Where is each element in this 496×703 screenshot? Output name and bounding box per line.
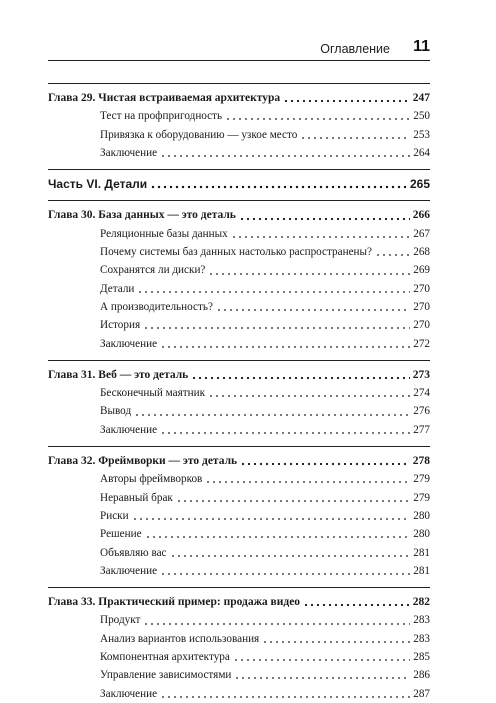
dot-leader [231, 235, 410, 239]
toc-entry-title: Объявляю вас [100, 546, 167, 559]
toc-entry-title: Заключение [100, 337, 158, 350]
toc-entry-sub [48, 225, 430, 243]
toc-entry-page: 285 [413, 651, 430, 664]
toc-entry-sub [48, 261, 430, 279]
toc-entry-sub [48, 402, 430, 420]
dot-leader [216, 308, 410, 312]
toc-entry-sub [48, 562, 430, 580]
toc-entry-page: 247 [412, 92, 430, 104]
dot-leader [143, 622, 410, 626]
dot-leader [143, 326, 410, 330]
toc-entry-sub [48, 384, 430, 402]
toc-entry-page: 283 [413, 614, 430, 627]
dot-leader [375, 253, 410, 257]
toc-entry-sub [48, 685, 430, 703]
dot-leader [208, 394, 410, 398]
toc-entry-page: 272 [413, 337, 430, 350]
toc-entry-page: 283 [413, 632, 430, 645]
toc-entry-title: Тест на профпригодность [100, 110, 223, 123]
toc-entry-sub [48, 126, 430, 144]
toc-entry-page: 253 [413, 128, 430, 141]
toc-entry-page: 250 [413, 110, 430, 123]
dot-leader [132, 517, 411, 521]
toc-entry-page: 268 [413, 246, 430, 259]
toc-entry-title: А производительность? [100, 300, 213, 313]
toc-entry-page: 266 [412, 209, 430, 222]
toc-entry-title: Почему системы баз данных настолько распространены? [100, 246, 373, 259]
toc-entry-title: Анализ вариантов использования [100, 632, 260, 645]
toc-entry-title: Заключение [100, 146, 158, 159]
dot-leader [145, 535, 411, 539]
page-number: 11 [413, 38, 430, 55]
dot-leader [191, 376, 409, 380]
toc-entry-title: Сохранятся ли диски? [100, 264, 206, 277]
toc-entry-page: 265 [409, 177, 430, 192]
section-divider [48, 200, 430, 201]
toc-entry-sub [48, 298, 430, 316]
toc-entry-page: 273 [412, 368, 430, 381]
toc-entry-page: 274 [413, 387, 430, 400]
toc-entry-page: 282 [412, 596, 430, 609]
toc-entry-sub [48, 666, 430, 684]
toc-entry-title: Глава 33. Практический пример: продажа видео [48, 596, 301, 609]
dot-leader [150, 185, 407, 189]
toc-entry-sub [48, 630, 430, 648]
dot-leader [160, 431, 410, 435]
running-header-title: Оглавление [320, 42, 390, 56]
dot-leader [137, 290, 410, 294]
toc-entry-page: 270 [413, 282, 430, 295]
toc-entry-sub [48, 243, 430, 261]
toc-entry-page: 280 [413, 509, 430, 522]
section-divider [48, 169, 430, 170]
toc-entry-title: Заключение [100, 687, 158, 700]
toc-entry-chapter [48, 206, 430, 224]
toc-entry-title: Глава 29. Чистая встраиваемая архитектура [48, 92, 281, 104]
dot-leader [160, 695, 410, 699]
toc-entry-title: Заключение [100, 423, 158, 436]
toc-entry-sub [48, 144, 430, 162]
section-divider [48, 587, 430, 588]
dot-leader [160, 154, 410, 158]
dot-leader [225, 117, 410, 121]
toc-entry-title: Риски [100, 509, 129, 522]
toc-entry-page: 281 [413, 546, 430, 559]
toc-entry-sub [48, 648, 430, 666]
toc-entry-page: 276 [413, 405, 430, 418]
toc-entry-sub [48, 544, 430, 562]
toc-entry-title: Решение [100, 528, 142, 541]
toc-entry-title: Часть VI. Детали [48, 177, 148, 192]
toc-entry-title: Глава 30. База данных — это деталь [48, 209, 236, 222]
toc-entry-page: 277 [413, 423, 430, 436]
dot-leader [134, 413, 410, 417]
toc-entry-part [48, 175, 430, 193]
page-header [48, 36, 430, 61]
toc-entry-page: 270 [413, 300, 430, 313]
toc-entry-title: Компонентная архитектура [100, 651, 230, 664]
toc-entry-sub [48, 316, 430, 334]
dot-leader [239, 217, 410, 221]
toc-entry-title: Авторы фреймворков [100, 473, 203, 486]
dot-leader [234, 676, 410, 680]
toc-entry-page: 281 [413, 564, 430, 577]
toc-entry-chapter [48, 452, 430, 470]
dot-leader [208, 272, 410, 276]
toc-entry-sub [48, 107, 430, 125]
toc-entry-page: 279 [413, 491, 430, 504]
dot-leader [205, 480, 410, 484]
toc-entry-page: 286 [413, 669, 430, 682]
toc-entry-title: Привязка к оборудованию — узкое место [100, 128, 298, 141]
toc-entry-title: Управление зависимостями [100, 669, 232, 682]
toc-entry-sub [48, 280, 430, 298]
toc-entry-page: 267 [413, 227, 430, 240]
dot-leader [176, 499, 410, 503]
toc-entry-chapter [48, 593, 430, 611]
section-divider [48, 446, 430, 447]
dot-leader [300, 136, 410, 140]
toc-entry-sub [48, 335, 430, 353]
toc-entry-chapter [48, 89, 430, 107]
toc-entry-chapter [48, 366, 430, 384]
toc-entry-sub [48, 525, 430, 543]
dot-leader [233, 658, 410, 662]
dot-leader [170, 554, 411, 558]
toc-entry-sub [48, 489, 430, 507]
toc-entry-title: Продукт [100, 614, 141, 627]
toc-entry-title: Неравный брак [100, 491, 173, 504]
toc-entry-page: 264 [413, 146, 430, 159]
toc-entry-title: Глава 32. Фреймворки — это деталь [48, 455, 238, 468]
toc-entry-title: Заключение [100, 564, 158, 577]
toc-entry-page: 278 [412, 455, 430, 468]
toc-entry-page: 287 [413, 687, 430, 700]
toc-entry-page: 280 [413, 528, 430, 541]
dot-leader [160, 345, 410, 349]
toc-entry-page: 270 [413, 319, 430, 332]
toc-entry-title: Реляционные базы данных [100, 227, 228, 240]
toc-entry-sub [48, 507, 430, 525]
dot-leader [283, 99, 410, 103]
table-of-contents [48, 76, 430, 703]
section-divider [48, 83, 430, 84]
toc-entry-sub [48, 421, 430, 439]
toc-entry-sub [48, 470, 430, 488]
toc-entry-page: 269 [413, 264, 430, 277]
toc-entry-page: 279 [413, 473, 430, 486]
toc-entry-title: Детали [100, 282, 135, 295]
dot-leader [240, 462, 410, 466]
toc-entry-title: Глава 31. Веб — это деталь [48, 368, 189, 381]
dot-leader [160, 572, 410, 576]
toc-entry-title: История [100, 319, 141, 332]
toc-entry-sub [48, 611, 430, 629]
toc-entry-title: Бесконечный маятник [100, 387, 206, 400]
dot-leader [303, 603, 410, 607]
section-divider [48, 360, 430, 361]
dot-leader [262, 640, 410, 644]
toc-entry-title: Вывод [100, 405, 132, 418]
